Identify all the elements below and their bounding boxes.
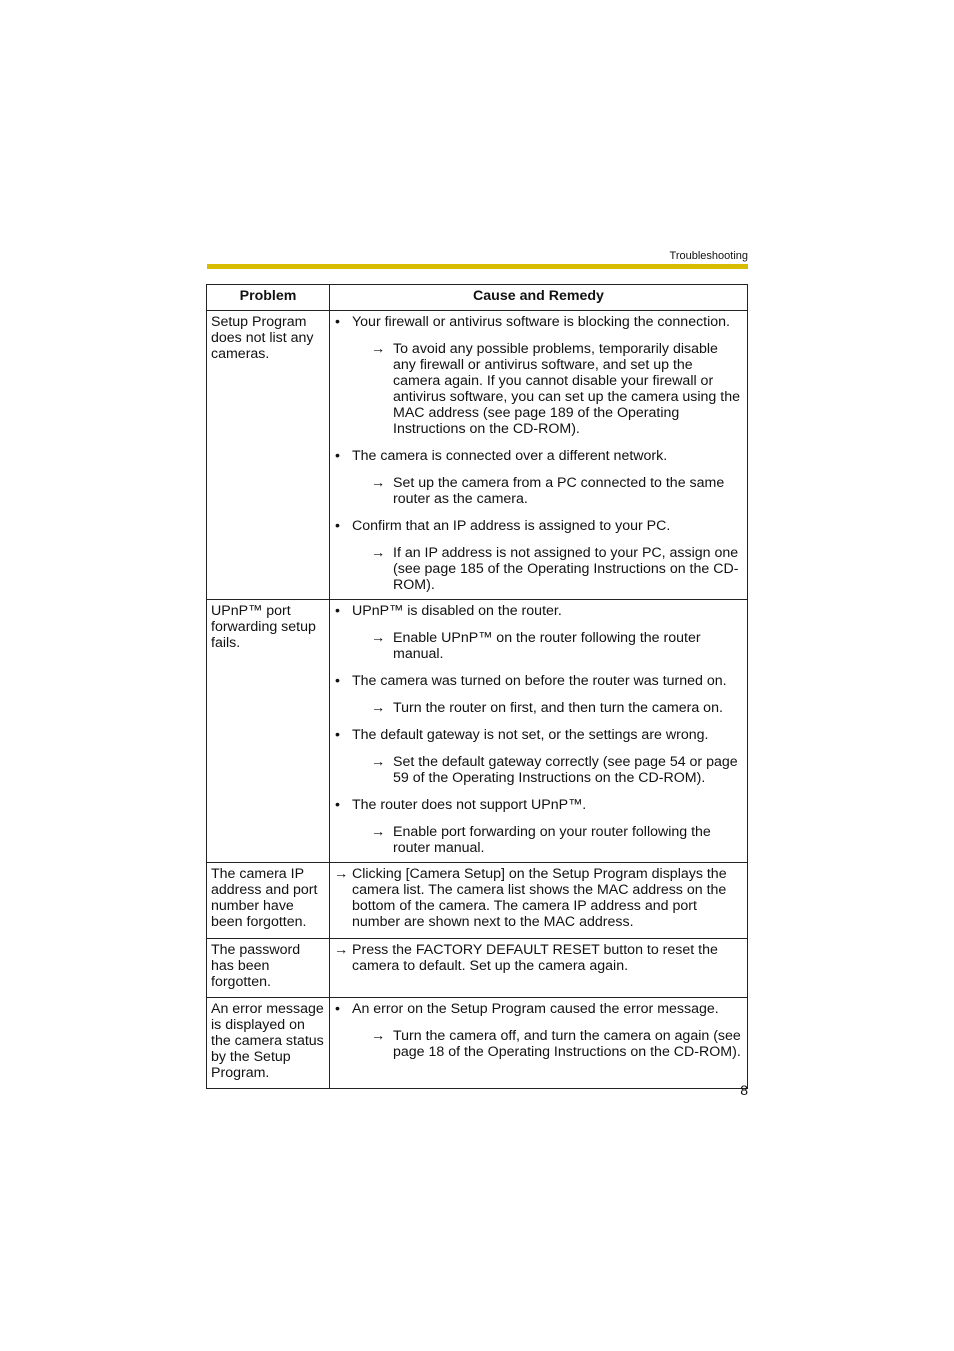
arrow-right-icon: → [371, 824, 386, 840]
arrow-right-icon: → [371, 1028, 386, 1044]
bullet-icon: • [335, 727, 340, 743]
arrow-right-icon: → [371, 630, 386, 646]
table-row [207, 939, 748, 998]
remedy-text: Press the FACTORY DEFAULT RESET button to reset the camera to default. Set up the camera again. [352, 942, 718, 974]
arrow-right-icon: → [371, 475, 386, 491]
remedy [352, 545, 743, 593]
troubleshooting-table [206, 284, 748, 1089]
cause-item [334, 727, 743, 786]
cause-text: Confirm that an IP address is assigned to your PC. [352, 518, 671, 534]
cause-text: The default gateway is not set, or the settings are wrong. [352, 727, 709, 743]
remedy [352, 824, 743, 856]
remedy [352, 1028, 743, 1060]
cause-text: Your firewall or antivirus software is blocking the connection. [352, 314, 730, 330]
cause-item [334, 673, 743, 716]
problem-cell: An error message is displayed on the camera status by the Setup Program. [207, 998, 330, 1089]
remedy-text: Turn the camera off, and turn the camera on again (see page 18 of the Operating Instructions on the CD-ROM). [393, 1028, 741, 1060]
table-row [207, 600, 748, 863]
running-head: Troubleshooting [669, 250, 748, 262]
remedy-text: Turn the router on first, and then turn the camera on. [393, 700, 723, 716]
cause-text: An error on the Setup Program caused the error message. [352, 1001, 719, 1017]
cause-remedy-cell [330, 998, 748, 1089]
header-rule [207, 264, 748, 269]
table-header-row [207, 285, 748, 311]
table-row [207, 998, 748, 1089]
remedy-text: Clicking [Camera Setup] on the Setup Program displays the camera list. The camera list shows the MAC address on the bottom of the camera. The camera IP address and port number are shown next to the MAC address. [352, 866, 727, 930]
cause-remedy-cell [330, 863, 748, 939]
remedy-text: If an IP address is not assigned to your PC, assign one (see page 185 of the Operating Instructions on the CD-ROM). [393, 545, 739, 593]
cause-item [334, 1001, 743, 1060]
cause-text: The camera was turned on before the router was turned on. [352, 673, 727, 689]
cause-text: UPnP™ is disabled on the router. [352, 603, 562, 619]
remedy-text: Enable port forwarding on your router following the router manual. [393, 824, 711, 856]
arrow-right-icon: → [334, 942, 349, 958]
cause-remedy-cell [330, 600, 748, 863]
cause-item [334, 797, 743, 856]
remedy-text: Enable UPnP™ on the router following the router manual. [393, 630, 701, 662]
bullet-icon: • [335, 797, 340, 813]
problem-column-header: Problem [207, 285, 330, 311]
cause-remedy-cell [330, 939, 748, 998]
remedy [334, 942, 743, 974]
table-row [207, 863, 748, 939]
problem-cell: The password has been forgotten. [207, 939, 330, 998]
bullet-icon: • [335, 673, 340, 689]
arrow-right-icon: → [371, 545, 386, 561]
bullet-icon: • [335, 448, 340, 464]
arrow-right-icon: → [371, 341, 386, 357]
bullet-icon: • [335, 603, 340, 619]
page-number: 8 [740, 1082, 748, 1098]
remedy [352, 341, 743, 437]
arrow-right-icon: → [371, 754, 386, 770]
remedy [352, 754, 743, 786]
cause-text: The router does not support UPnP™. [352, 797, 587, 813]
cause-item [334, 448, 743, 507]
bullet-icon: • [335, 314, 340, 330]
table-row [207, 311, 748, 600]
bullet-icon: • [335, 1001, 340, 1017]
bullet-icon: • [335, 518, 340, 534]
remedy [352, 630, 743, 662]
problem-cell: The camera IP address and port number have been forgotten. [207, 863, 330, 939]
arrow-right-icon: → [371, 700, 386, 716]
remedy-text: To avoid any possible problems, temporarily disable any firewall or antivirus software, and set up the camera again. If you cannot disable your firewall or antivirus software, you can set up the camera using the MAC address (see page 189 of the Operating Instructions on the CD-ROM). [393, 341, 740, 437]
cause-item [334, 314, 743, 437]
remedy-text: Set up the camera from a PC connected to the same router as the camera. [393, 475, 725, 507]
cause-column-header: Cause and Remedy [330, 285, 748, 311]
cause-text: The camera is connected over a different network. [352, 448, 668, 464]
arrow-right-icon: → [334, 866, 349, 882]
remedy [334, 866, 743, 930]
cause-remedy-cell [330, 311, 748, 600]
remedy [352, 700, 743, 716]
cause-item [334, 518, 743, 593]
problem-cell: UPnP™ port forwarding setup fails. [207, 600, 330, 863]
remedy [352, 475, 743, 507]
cause-item [334, 603, 743, 662]
problem-cell: Setup Program does not list any cameras. [207, 311, 330, 600]
remedy-text: Set the default gateway correctly (see page 54 or page 59 of the Operating Instructions on the CD-ROM). [393, 754, 738, 786]
